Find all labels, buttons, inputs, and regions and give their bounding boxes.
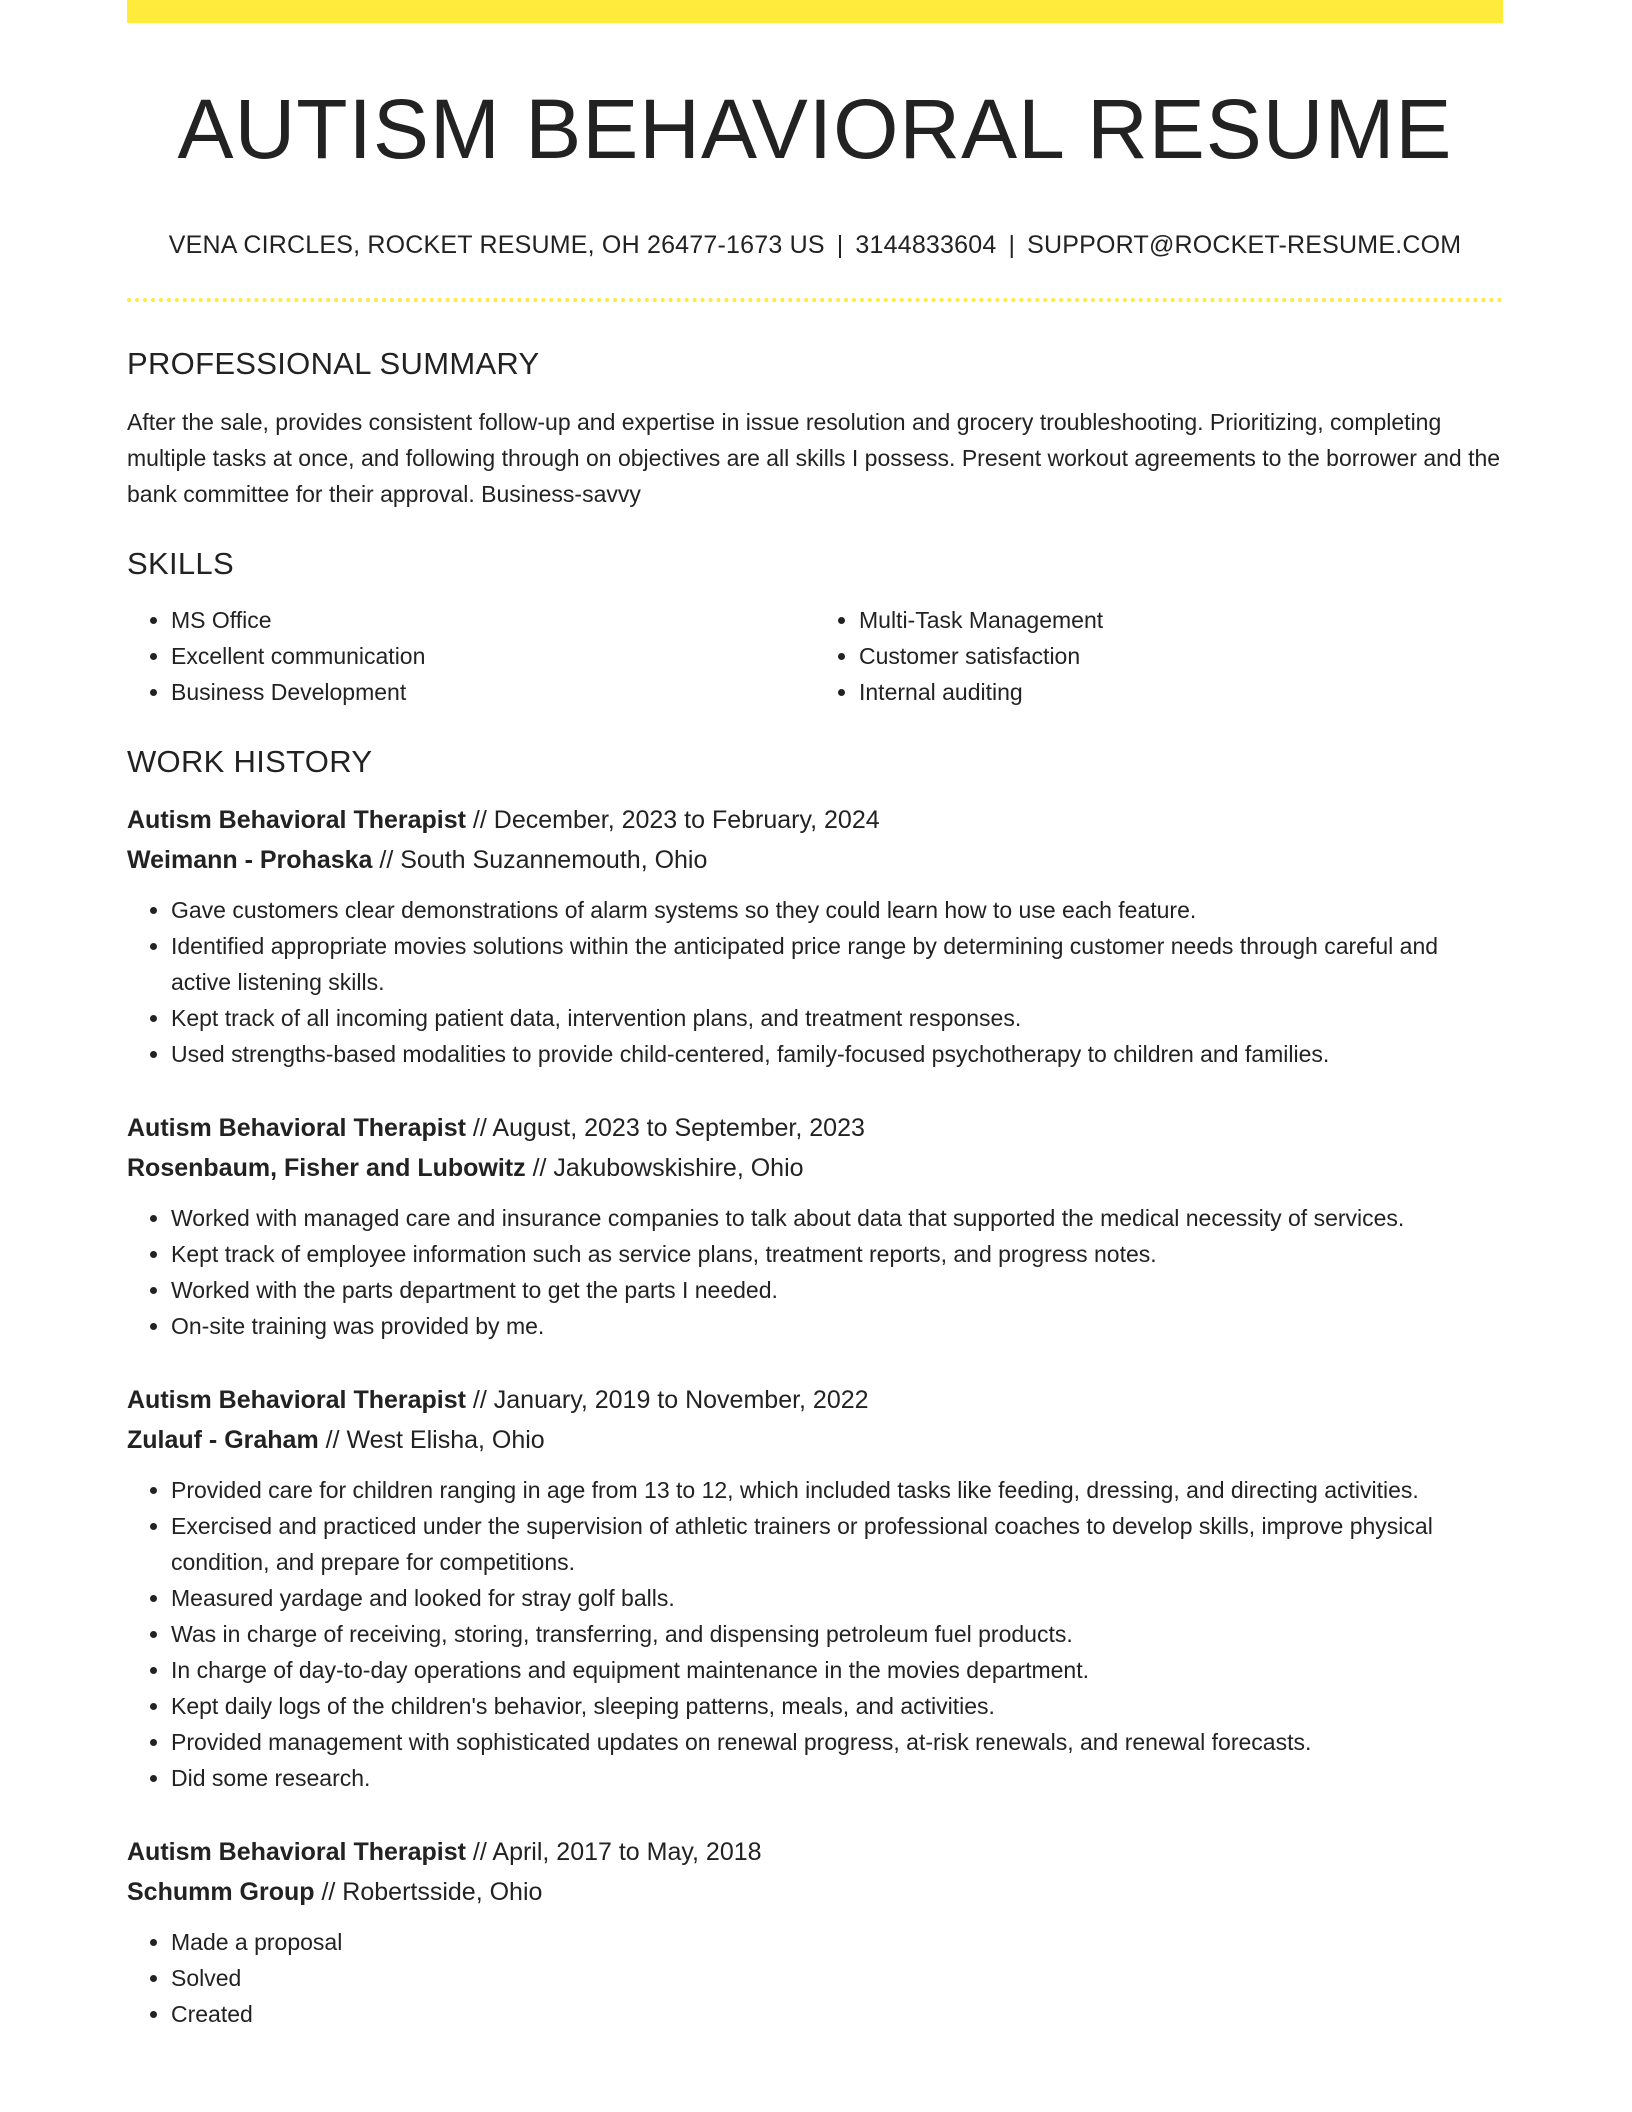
job-role: Autism Behavioral Therapist xyxy=(127,806,466,835)
job-company: Weimann - Prohaska xyxy=(127,846,373,875)
job-bullet: • Measured yardage and looked for stray golf balls. xyxy=(171,1580,1503,1616)
job-title-line xyxy=(127,1380,1503,1420)
job-dates: // April, 2017 to May, 2018 xyxy=(465,1838,762,1867)
job-company-line xyxy=(127,1148,1503,1188)
job-bullet: • Exercised and practiced under the supervision of athletic trainers or professional coaches to develop skills, improve physical condition, and prepare for competitions. xyxy=(171,1508,1503,1580)
skill-item: • Internal auditing xyxy=(859,674,1503,710)
job-location: // Jakubowskishire, Ohio xyxy=(525,1154,804,1183)
work-history-heading: WORK HISTORY xyxy=(127,744,373,780)
job-bullet: • Used strengths-based modalities to provide child-centered, family-focused psychotherapy to children and families. xyxy=(171,1036,1503,1072)
skill-item: • Customer satisfaction xyxy=(859,638,1503,674)
job-company: Schumm Group xyxy=(127,1878,315,1907)
skill-item: • Business Development xyxy=(171,674,815,710)
job-entry xyxy=(127,1380,1503,1796)
job-role: Autism Behavioral Therapist xyxy=(127,1838,466,1867)
job-title-line xyxy=(127,800,1503,840)
dotted-divider xyxy=(127,298,1503,302)
job-bullet: • Provided care for children ranging in age from 13 to 12, which included tasks like feeding, dressing, and directing activities. xyxy=(171,1472,1503,1508)
contact-address: VENA CIRCLES, ROCKET RESUME, OH 26477-1673 US xyxy=(168,231,825,260)
contact-phone: 3144833604 xyxy=(855,231,997,260)
job-bullet: • Kept track of employee information such as service plans, treatment reports, and progress notes. xyxy=(171,1236,1503,1272)
job-bullet: • Kept track of all incoming patient data, intervention plans, and treatment responses. xyxy=(171,1000,1503,1036)
job-bullets xyxy=(127,1200,1503,1344)
job-bullet: • In charge of day-to-day operations and equipment maintenance in the movies department. xyxy=(171,1652,1503,1688)
job-bullet: • Was in charge of receiving, storing, transferring, and dispensing petroleum fuel products. xyxy=(171,1616,1503,1652)
job-dates: // January, 2019 to November, 2022 xyxy=(465,1386,869,1415)
skills-heading: SKILLS xyxy=(127,546,234,582)
summary-text: After the sale, provides consistent follow-up and expertise in issue resolution and grocery troubleshooting. Prioritizing, completing multiple tasks at once, and following through on objectives are all skills I possess. Present workout agreements to the borrower and the bank committee for their approval. Business-savvy xyxy=(127,409,1501,508)
job-role: Autism Behavioral Therapist xyxy=(127,1114,466,1143)
top-accent-bar xyxy=(127,0,1503,23)
job-company-line xyxy=(127,1872,1503,1912)
job-location: // Robertsside, Ohio xyxy=(314,1878,543,1907)
contact-separator: | xyxy=(836,231,844,260)
job-company-line xyxy=(127,840,1503,880)
job-bullet: • Did some research. xyxy=(171,1760,1503,1796)
job-bullet: • Created xyxy=(171,1996,1503,2032)
job-company: Zulauf - Graham xyxy=(127,1426,319,1455)
skills-column-left xyxy=(127,602,815,710)
resume-page xyxy=(127,0,1503,2032)
job-bullet: • Kept daily logs of the children's behavior, sleeping patterns, meals, and activities. xyxy=(171,1688,1503,1724)
job-bullet: • On-site training was provided by me. xyxy=(171,1308,1503,1344)
job-location: // South Suzannemouth, Ohio xyxy=(372,846,708,875)
skill-item: • MS Office xyxy=(171,602,815,638)
job-entry xyxy=(127,800,1503,1072)
job-role: Autism Behavioral Therapist xyxy=(127,1386,466,1415)
skill-item: • Excellent communication xyxy=(171,638,815,674)
summary-heading: PROFESSIONAL SUMMARY xyxy=(127,346,540,382)
job-title-line xyxy=(127,1832,1503,1872)
skills-list xyxy=(127,602,1503,710)
job-bullets xyxy=(127,1472,1503,1796)
skill-item: • Multi-Task Management xyxy=(859,602,1503,638)
job-company-line xyxy=(127,1420,1503,1460)
job-dates: // December, 2023 to February, 2024 xyxy=(465,806,880,835)
job-bullets xyxy=(127,1924,1503,2032)
job-title-line xyxy=(127,1108,1503,1148)
job-company: Rosenbaum, Fisher and Lubowitz xyxy=(127,1154,526,1183)
job-entry xyxy=(127,1832,1503,2032)
job-bullets xyxy=(127,892,1503,1072)
contact-email: SUPPORT@ROCKET-RESUME.COM xyxy=(1027,231,1462,260)
job-location: // West Elisha, Ohio xyxy=(318,1426,545,1455)
job-bullet: • Solved xyxy=(171,1960,1503,1996)
job-dates: // August, 2023 to September, 2023 xyxy=(465,1114,865,1143)
job-entry xyxy=(127,1108,1503,1344)
job-bullet: • Made a proposal xyxy=(171,1924,1503,1960)
resume-title: AUTISM BEHAVIORAL RESUME xyxy=(177,82,1453,176)
job-bullet: • Provided management with sophisticated updates on renewal progress, at-risk renewals, and renewal forecasts. xyxy=(171,1724,1503,1760)
skills-column-right xyxy=(815,602,1503,710)
job-bullet: • Worked with the parts department to get the parts I needed. xyxy=(171,1272,1503,1308)
contact-line xyxy=(127,231,1503,260)
contact-separator: | xyxy=(1008,231,1016,260)
job-bullet: • Identified appropriate movies solutions within the anticipated price range by determining customer needs through careful and active listening skills. xyxy=(171,928,1503,1000)
job-bullet: • Worked with managed care and insurance companies to talk about data that supported the medical necessity of services. xyxy=(171,1200,1503,1236)
job-bullet: • Gave customers clear demonstrations of alarm systems so they could learn how to use each feature. xyxy=(171,892,1503,928)
